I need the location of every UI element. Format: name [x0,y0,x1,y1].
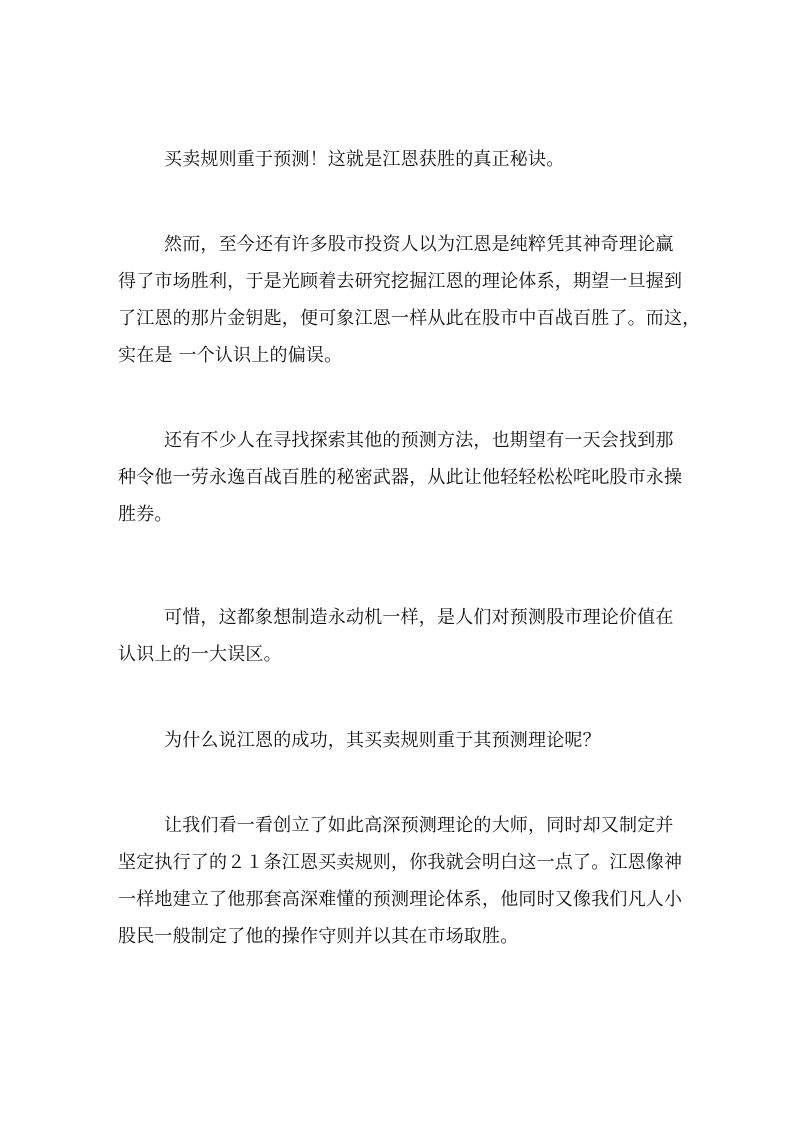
paragraph-line: 为什么说江恩的成功，其买卖规则重于其预测理论呢？ [164,730,601,751]
paragraph-3 [118,422,683,533]
paragraph-6 [118,807,683,955]
paragraph-line: 实在是 一个认识上的偏误。 [118,345,343,366]
paragraph-line: 还有不少人在寻找探索其他的预测方法，也期望有一天会找到那 [164,430,674,451]
paragraph-1 [118,141,678,178]
paragraph-4 [118,599,678,673]
paragraph-line: 认识上的一大误区。 [118,644,282,665]
paragraph-line: 坚定执行了的２１条江恩买卖规则，你我就会明白这一点了。江恩像神 [118,852,683,873]
paragraph-2 [118,226,701,374]
paragraph-line: 了江恩的那片金钥匙，便可象江恩一样从此在股市中百战百胜了。而这， [118,308,701,329]
paragraph-5 [118,722,678,759]
paragraph-line: 可惜，这都象想制造永动机一样，是人们对预测股市理论价值在 [164,607,674,628]
paragraph-line: 种令他一劳永逸百战百胜的秘密武器，从此让他轻轻松松咤叱股市永操 [118,467,683,488]
paragraph-line: 买卖规则重于预测！这就是江恩获胜的真正秘诀。 [164,149,565,170]
paragraph-line: 然而，至今还有许多股市投资人以为江恩是纯粹凭其神奇理论赢 [164,234,674,255]
paragraph-line: 得了市场胜利，于是光顾着去研究挖掘江恩的理论体系，期望一旦握到 [118,271,683,292]
paragraph-line: 胜券。 [118,504,173,525]
paragraph-line: 一样地建立了他那套高深难懂的预测理论体系，他同时又像我们凡人小 [118,889,683,910]
paragraph-line: 让我们看一看创立了如此高深预测理论的大师，同时却又制定并 [164,815,674,836]
paragraph-line: 股民一般制定了他的操作守则并以其在市场取胜。 [118,926,519,947]
